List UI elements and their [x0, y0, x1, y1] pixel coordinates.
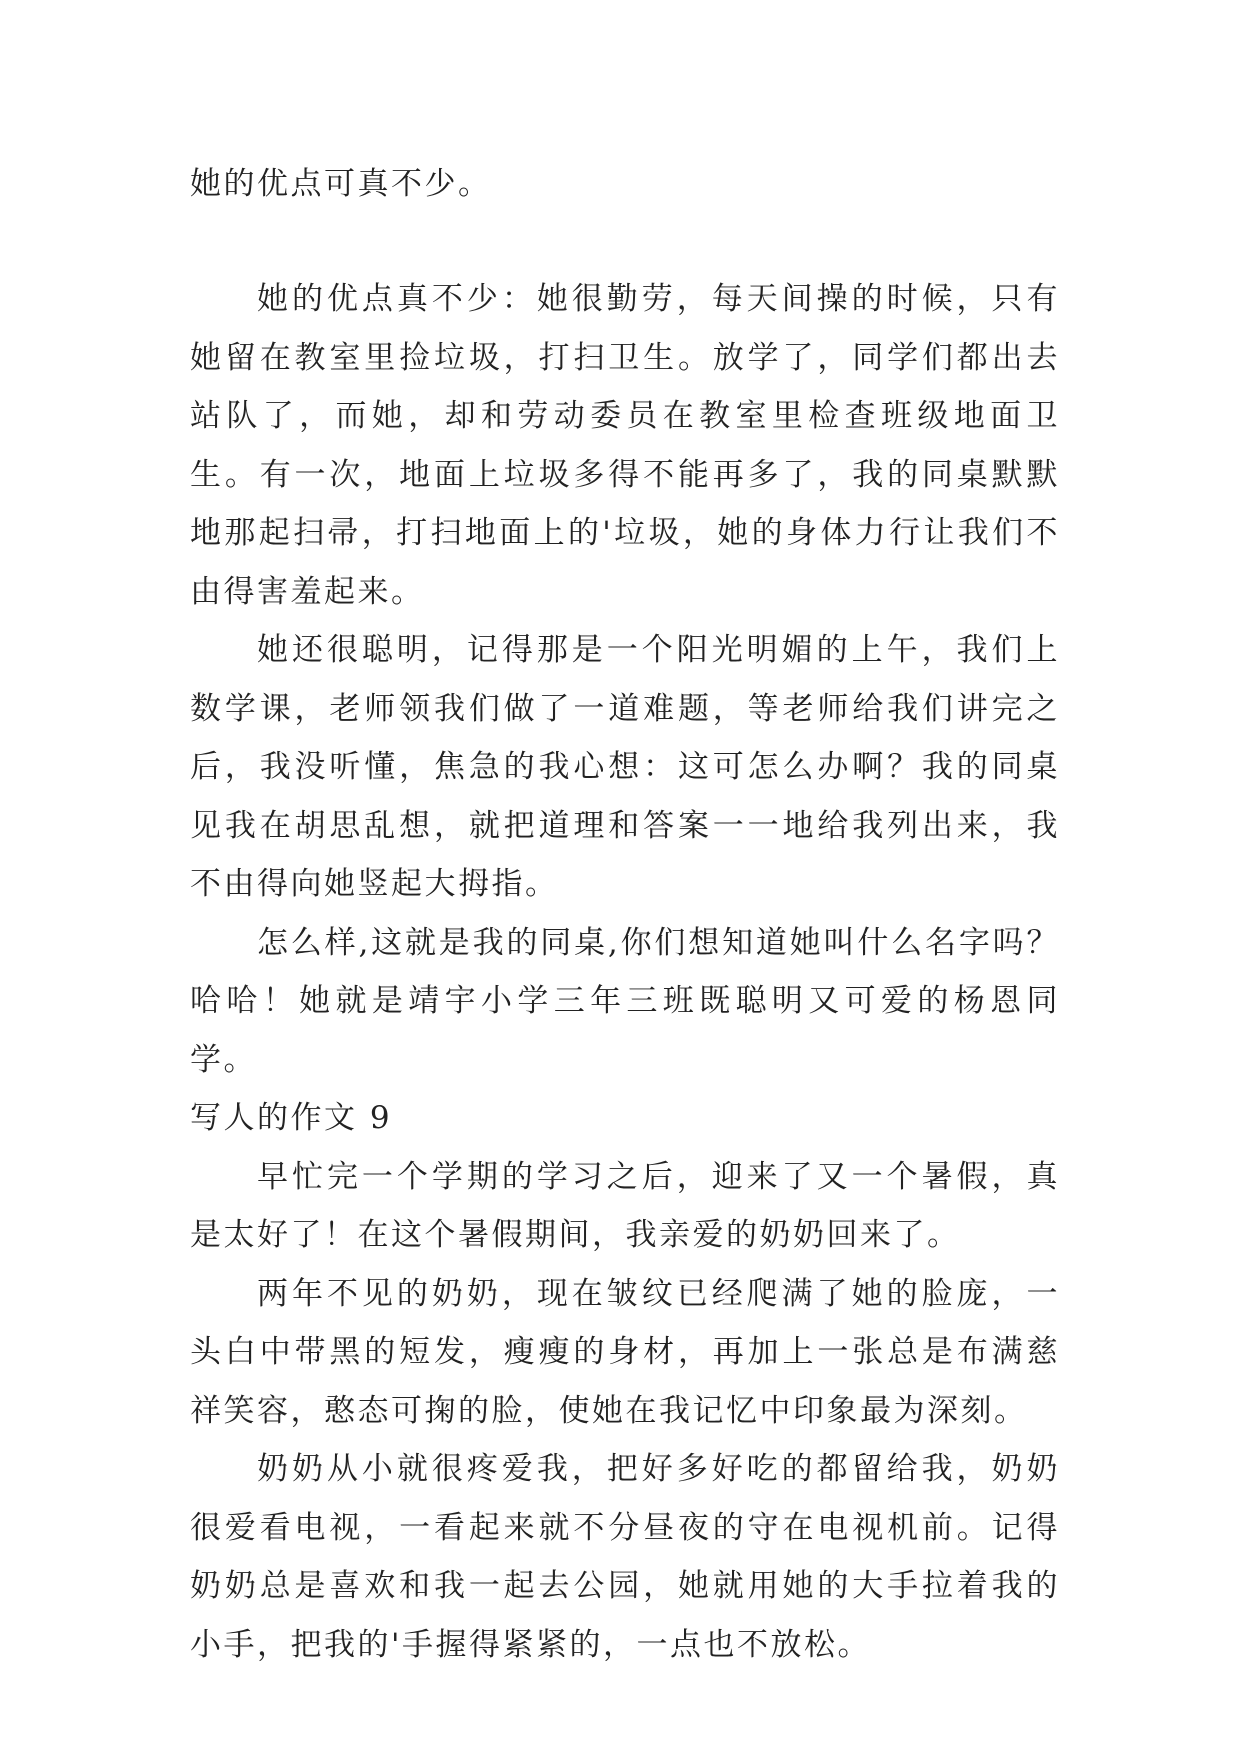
paragraph-summer: 早忙完一个学期的学习之后，迎来了又一个暑假，真是太好了！在这个暑假期间，我亲爱的奶奶回来了。 — [190, 1158, 1060, 1253]
paragraph-grandma-love: 奶奶从小就很疼爱我，把好多好吃的都留给我，奶奶很爱看电视，一看起来就不分昼夜的守在电视机前。记得奶奶总是喜欢和我一起去公园，她就用她的大手拉着我的小手，把我的'手握得紧紧的，一点也不放松。 — [190, 1451, 1060, 1663]
paragraph-grandma-looks: 两年不见的奶奶，现在皱纹已经爬满了她的脸庞，一头白中带黑的短发，瘦瘦的身材，再加上一张总是布满慈祥笑容，憨态可掬的脸，使她在我记忆中印象最为深刻。 — [190, 1275, 1060, 1429]
paragraph-clever: 她还很聪明，记得那是一个阳光明媚的上午，我们上数学课，老师领我们做了一道难题，等老师给我们讲完之后，我没听懂，焦急的我心想：这可怎么办啊？我的同桌见我在胡思乱想，就把道理和答案一一地给我列出来，我不由得向她竖起大拇指。 — [190, 632, 1060, 902]
paragraph-name-reveal: 怎么样,这就是我的同桌,你们想知道她叫什么名字吗？哈哈！她就是靖宇小学三年三班既聪明又可爱的杨恩同学。 — [190, 924, 1060, 1078]
section-title: 写人的作文 9 — [190, 1100, 393, 1136]
essay-flow — [190, 270, 1060, 1674]
paragraph-virtues: 她的优点真不少：她很勤劳，每天间操的时候，只有她留在教室里捡垃圾，打扫卫生。放学了，同学们都出去站队了，而她，却和劳动委员在教室里检查班级地面卫生。有一次，地面上垃圾多得不能再多了，我的同桌默默地那起扫帚，打扫地面上的'垃圾，她的身体力行让我们不由得害羞起来。 — [190, 281, 1060, 610]
continuation-paragraph: 她的优点可真不少。 — [190, 166, 492, 202]
